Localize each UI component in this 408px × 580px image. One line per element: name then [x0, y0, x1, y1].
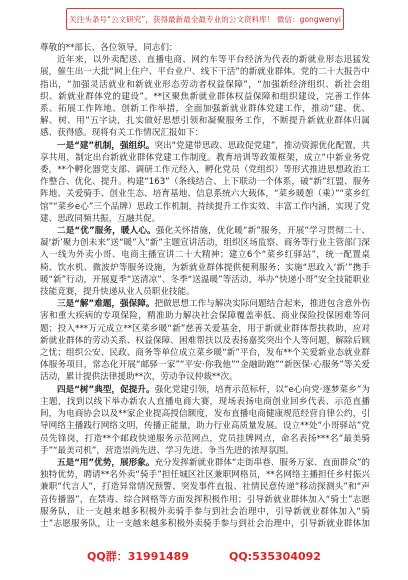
section-2 [40, 225, 370, 298]
section-1 [40, 140, 370, 225]
intro-paragraph: 近年来，以外卖配送、直播电商、网约车等平台经济为代表的新就业形态迅猛发展，催生出一大批“网上住户、平台业户、线下干活”的新就业群体。党的二十大报告中指出，“加强灵活就业和新就业形态劳动者权益保障”，“加强新经济组织、新社会组织、新就业群体党的建设”。**区聚焦新就业群体权益保障和组织建设，完善工作体系、拓展工作阵地、创新工作举措，全面加强新就业群体党建工作，推动“建、优、解、树、用”五字诀，扎实做好思想引领和凝聚服务工作，不断提升新就业群体归属感、获得感。现将有关工作情况汇报如下： [40, 55, 370, 139]
document-body [40, 42, 370, 530]
section-2-body: 强化关怀措施，优化暖“新”服务，开展“学习贯彻二十、凝‘新’聚力创未来”送“暖”入“新”主题宣讲活动，组织区场监察、商务等行业主管部门深入一线为外卖小哥、电商主播宣讲二十大精神；建立6个“菜乡红驿站”，统一配置桌椅、饮水机、微波炉等服务设施，为新就业群体提供便利服务；实施“思政入‘新’”携手暖“新”行动，开展夏季“送清凉”、冬季“送温暖”等活动，举办“快递小哥”安全技能职业技能竞赛，提升快递从业人员职业技能。 [40, 226, 370, 298]
section-5-body: 充分发挥新就业群体“走街串巷、服务万家、直面群众”的独特优势，聘请**名外卖“骑手”担任城区社区兼职网格员，**名网络主播担任乡村振兴兼职“代言人”，打造异常情况预警、突发事件直报、社情民意传递“移动探测头”和“声音传播器”，在禁毒、综合网格等方面发挥积极作用；引导新就业群体加入“骑士”志愿服务队，让一支越来越多积极外卖骑手参与到社会治理中，引导新就业群体加入“骑士”志愿服务队，让一支越来越多积极外卖骑手参与到社会治理中，引导新就业群体加 [40, 457, 370, 529]
section-3 [40, 298, 370, 383]
section-5-title: 五是“用”优势，展形象。 [57, 457, 155, 468]
section-4 [40, 384, 370, 457]
section-2-title: 二是“优”服务，暖人心。 [57, 226, 156, 237]
section-3-body: 把做思想工作与解决实际问题结合起来，推进包含意外伤害和重大疾病的专项保险，精准助力解决社会保障覆盖率低、商业保险投保困难等问题；投入***万元成立**区菜乡暖“新”慈善关爱基金，用于新就业群体帮扶救助，应对新就业群体的劳动关系、权益保障、困难帮扶以及表扬嘉奖突出个人等问题，解除后顾之忧；组织公安、民政、商务等单位成立菜乡暖“新”平台，发布**个关爱新业态就业群体服务项目，常态化开展“邮驿一家”“平安·你我他”“金融助跑”“新医保·心服务”等关爱活动，累计提供法律援助**次，劳动争议仲裁**次。 [40, 299, 370, 383]
promo-banner [66, 8, 344, 30]
section-4-title: 四是“树”典型，促提升。 [57, 384, 155, 395]
section-5 [40, 457, 370, 530]
section-4-body: 强化党建引领，培育示范标杆，以“e心向党·逐梦菜乡”为主题，找到以线下举办新农人直播电商大赛，现场表扬电商创业回乡代表、示范直播间，为电商协会以及**家企业提高授信额度，发布直播电商健康规范经营自律公约，引导网络主播践行网络文明，传播正能量，助力行业高质量发展。设立**处“小哥驿站”党员先锋岗，打造**个邮政快递服务示范网点，党员挂牌网点，命名表扬***名“最美骑手”“最美司机”，营造崇尚先进、学习先进、争当先进的浓厚氛围。 [40, 384, 370, 456]
qq-number-text: QQ:535304092 [228, 549, 321, 563]
section-1-body: 突出“党建带思政、思政促党建”，推动资源优化配置，共享共用，制定出台新就业群体党建工作制度。教育培训等政策框架，成立“中新业务党委，**个孵化器党支部、调研工作元经入，孵化党员（党组织）等形式推进思想政治工作整合、优化、提升。构建“163”（条线结合、上下联动一个体系，破“新”红盟、服务阵地、关爱骑手、创业生态、培育基地、信息系统六大载体，“菜乡暖憩（乘）”“菜乡红馆”“菜乡e心”三个品牌）思政工作机制，持续提升工作实效、丰富工作内涵，实现了党建、思政同频共振，互融共促。 [40, 140, 370, 224]
salutation: 尊敬的**部长、各位领导，同志们： [40, 43, 178, 53]
section-3-title: 三是“解”难题，强保障。 [57, 299, 155, 310]
qq-group-text: QQ群：31991489 [87, 550, 189, 563]
contact-footer [0, 546, 408, 566]
section-1-title: 一是“建”机制，强组织。 [57, 140, 155, 151]
promo-banner-text: 关注头条号“公文研究”，获得最新最全最专业的公文资料库！ 微信：gongwenyi [69, 14, 341, 24]
